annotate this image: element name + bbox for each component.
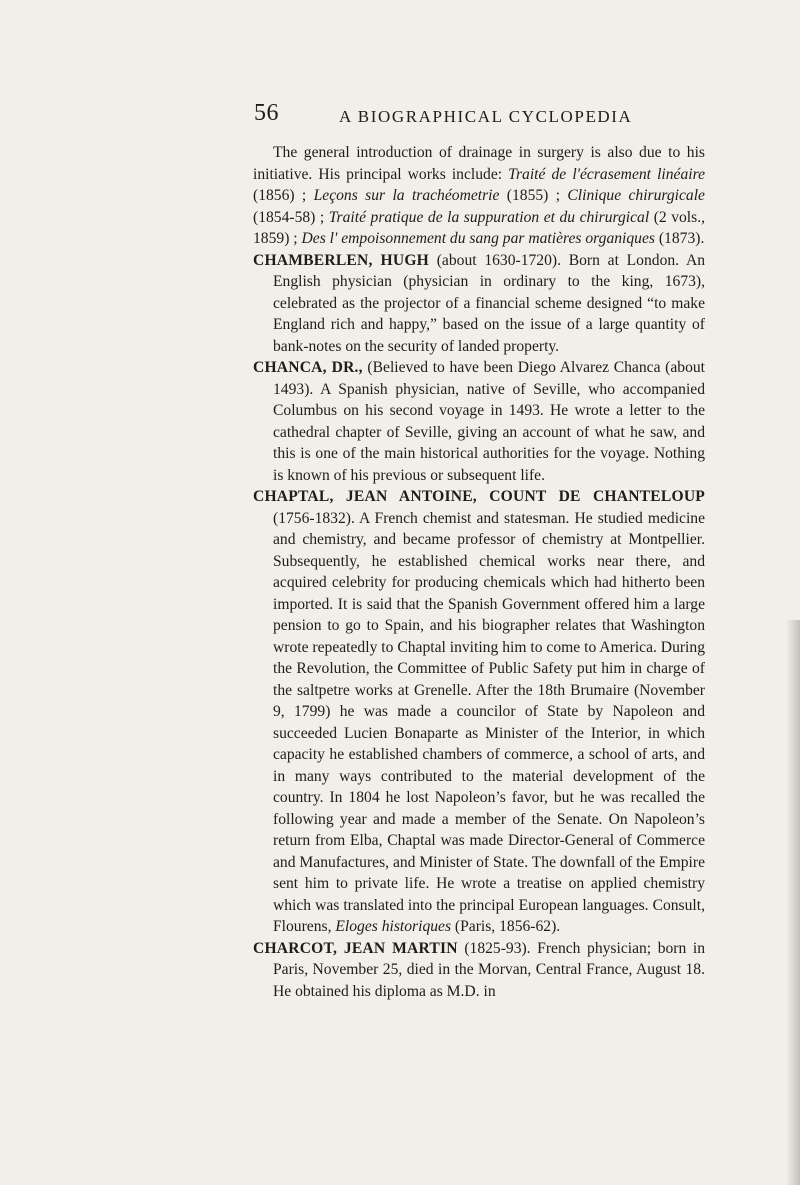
work-title: Leçons sur la trachéometrie [313,187,500,204]
work-title: Traité pratique de la suppuration et du chirurgical [328,208,650,226]
continuation-paragraph: The general introduction of drainage in surgery is also due to his initiative. His principal works include: Traité de l'écrasement linéaire (1856) ; Leçons sur la trachéometrie (1855) ; Clinique chirurgicale (1854-58) ; Traité pratique de la suppuration et du chirurgical (2 vols., 1859) ; Des l' empoisonnement du sang par matières organiques (1873). [253,144,705,247]
entry-charcot [253,938,705,1003]
work-title: Des l' empoisonnement du sang par matières organiques [301,230,655,247]
entry-headword: CHAMBERLEN, HUGH [253,251,429,269]
entry-chamberlen [253,250,705,358]
entry-text: (1825-93). French physician; born in Paris, November 25, died in the Morvan, Central France, August 18. He obtained his diploma as M.D. in [273,939,705,1000]
page-number: 56 [254,100,279,126]
running-title: A BIOGRAPHICAL CYCLOPEDIA [339,107,633,126]
entry-headword: CHARCOT, JEAN MARTIN [253,939,458,957]
work-title: Traité de l'écrasement linéaire [508,165,705,183]
body-text [253,142,705,1002]
entry-headword: CHANCA, DR., [253,359,363,376]
entry-headword: CHAPTAL, JEAN ANTOINE, COUNT DE CHANTELOUP [253,488,705,505]
entry-text: (Believed to have been Diego Alvarez Chanca (about 1493). A Spanish physician, native of Seville, who accompanied Columbus on his second voyage in 1493. He wrote a letter to the cathedral chapter of Seville, giving an account of what he saw, and this is one of the main historical authorities for the voyage. Nothing is known of his previous or subsequent life. [273,359,706,484]
entry-text: (about 1630-1720). Born at London. An English physician (physician in ordinary to the king, 1673), celebrated as the projector of a financial scheme designed “to make England rich and happy,” based on the issue of a large quantity of bank-notes on the security of landed property. [273,251,705,355]
entry-text: (1756-1832). A French chemist and statesman. He studied medicine and chemistry, and became professor of chemistry at Montpellier. Subsequently, he established chemical works near there, and acquired celebrity for producing chemicals which had hitherto been imported. It is said that the Spanish Government offered him a large pension to go to Spain, and his biographer relates that Washington wrote repeatedly to Chaptal inviting him to come to America. During the Revolution, the Committee of Public Safety put him in charge of the saltpetre works at Grenelle. After the 18th Brumaire (November 9, 1799) he was made a councilor of State by Napoleon and succeeded Lucien Bonaparte as Minister of the Interior, in which capacity he established chambers of commerce, a school of arts, and in many ways contributed to the material development of the country. In 1804 he lost Napoleon’s favor, but he was recalled the following year and made a member of the Senate. On Napoleon’s return from Elba, Chaptal was made Director-General of Commerce and Manufactures, and Minister of State. The downfall of the Empire sent him to private life. He wrote a treatise on applied chemistry which was translated into the principal European languages. Consult, Flourens, [273,509,705,935]
entry-chanca [253,357,706,486]
work-title: Clinique chirurgicale [567,187,705,204]
entry-chaptal: CHAPTAL, JEAN ANTOINE, COUNT DE CHANTELOUP (1756-1832). A French chemist and statesman. He studied medicine and chemistry, and became professor of chemistry at Montpellier. Subsequently, he established chemical works near there, and acquired celebrity for producing chemicals which had hitherto been imported. It is said that the Spanish Government offered him a large pension to go to Spain, and his biographer relates that Washington wrote repeatedly to Chaptal inviting him to come to America. During the Revolution, the Committee of Public Safety put him in charge of the saltpetre works at Grenelle. After the 18th Brumaire (November 9, 1799) he was made a councilor of State by Napoleon and succeeded Lucien Bonaparte as Minister of the Interior, in which capacity he established chambers of commerce, a school of arts, and in many ways contributed to the material development of the country. In 1804 he lost Napoleon’s favor, but he was recalled the following year and made a member of the Senate. On Napoleon’s return from Elba, Chaptal was made Director-General of Commerce and Manufactures, and Minister of State. The downfall of the Empire sent him to private life. He wrote a treatise on applied chemistry which was translated into the principal European languages. Consult, Flourens, Eloges historiques (Paris, 1856-62). [253,488,705,935]
work-title: Eloges historiques [335,918,452,935]
page-edge-shadow [786,620,800,1185]
